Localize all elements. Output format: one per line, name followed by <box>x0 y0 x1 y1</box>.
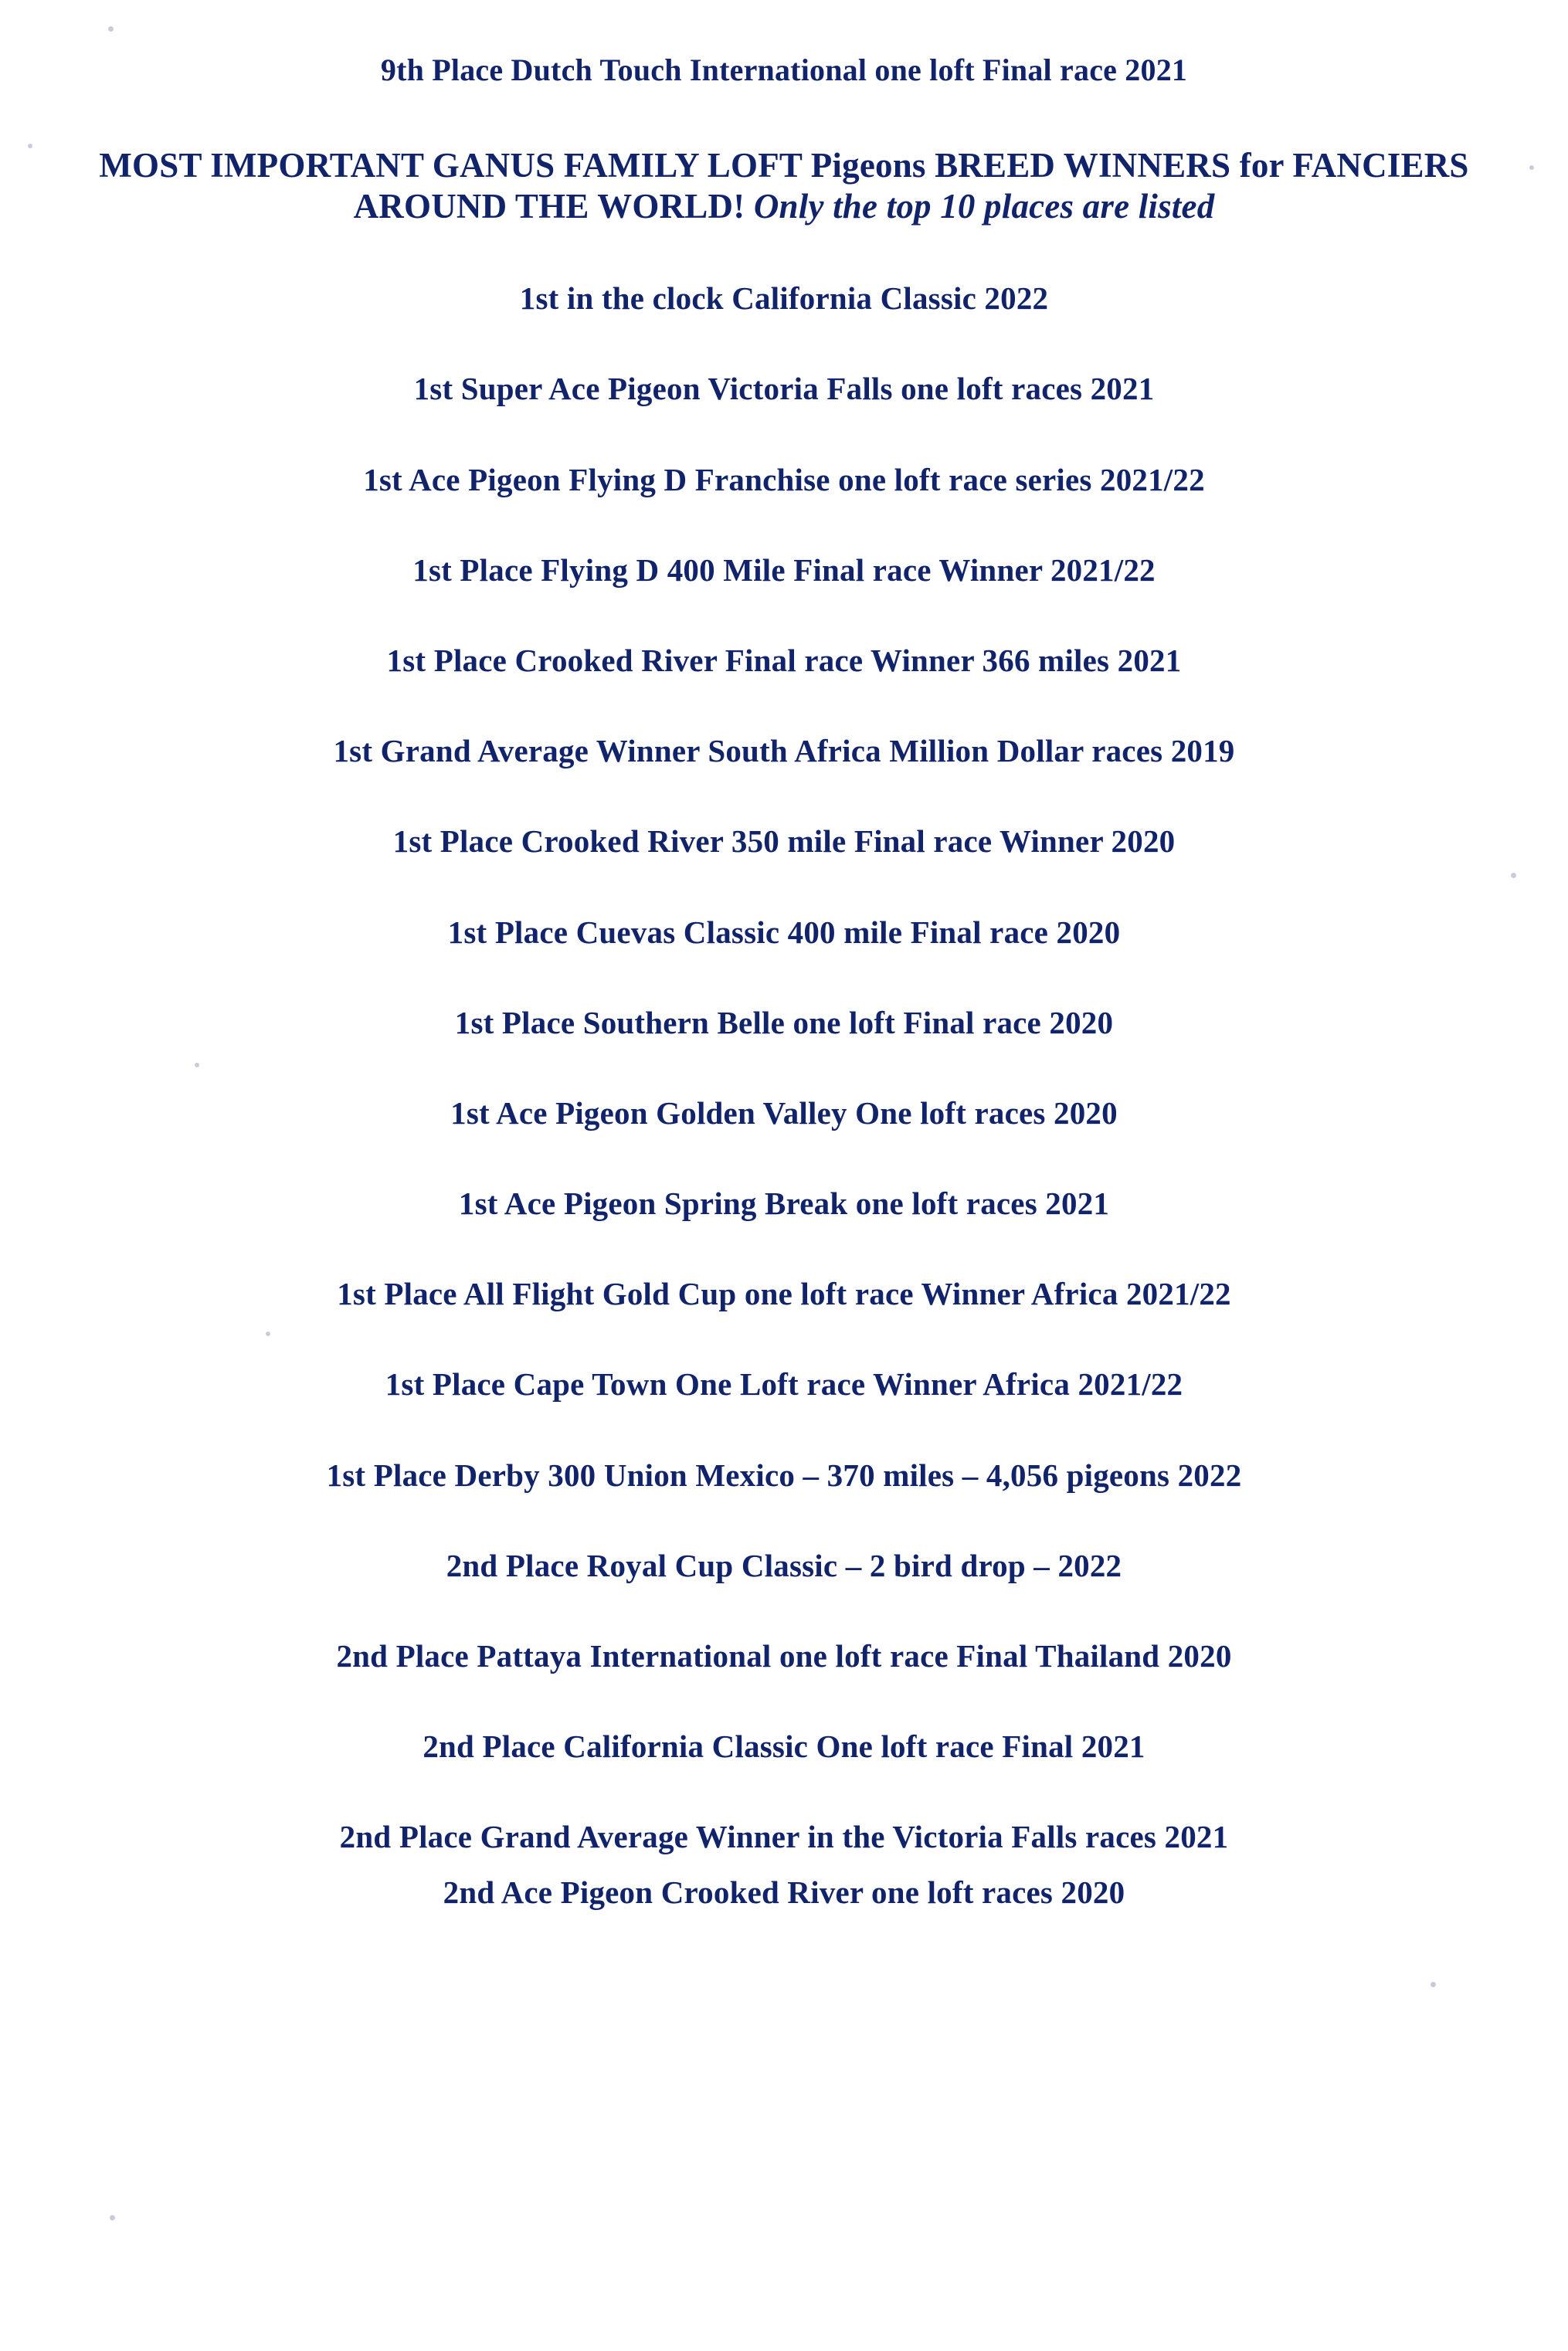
achievement-text: 1st Ace Pigeon Flying D Franchise one loft race series 2021/22 <box>363 461 1205 497</box>
achievement-row <box>31 551 1537 589</box>
achievement-text: 1st Place Southern Belle one loft Final race 2020 <box>454 1004 1114 1040</box>
achievement-row <box>31 461 1537 499</box>
achievement-row <box>31 1275 1537 1313</box>
scan-speck <box>1511 873 1516 878</box>
scan-speck <box>108 26 114 32</box>
subheadline-main: MOST IMPORTANT GANUS FAMILY LOFT Pigeons BREED WINNERS for FANCIERS AROUND THE WORLD! <box>99 146 1469 226</box>
achievement-row <box>31 1637 1537 1675</box>
achievement-row <box>31 1874 1537 1912</box>
achievement-row <box>31 732 1537 770</box>
scan-speck <box>1431 1982 1436 1987</box>
subheadline-note: Only the top 10 places are listed <box>753 187 1215 226</box>
achievement-row <box>31 914 1537 952</box>
achievement-row <box>31 1004 1537 1042</box>
achievement-text: 1st Ace Pigeon Golden Valley One loft races 2020 <box>450 1094 1118 1131</box>
achievement-text: 1st Place Crooked River 350 mile Final race Winner 2020 <box>392 823 1176 860</box>
achievement-text: 1st Place All Flight Gold Cup one loft race Winner Africa 2021/22 <box>337 1276 1231 1312</box>
achievement-row <box>31 1547 1537 1585</box>
scan-speck <box>28 144 32 148</box>
achievement-row <box>31 823 1537 860</box>
document-subheadline <box>31 145 1537 227</box>
achievement-text: 1st Ace Pigeon Spring Break one loft races 2021 <box>458 1186 1110 1222</box>
achievement-row <box>31 1728 1537 1766</box>
achievement-text: 2nd Place Pattaya International one loft race Final Thailand 2020 <box>336 1638 1232 1674</box>
achievement-list <box>31 280 1537 1912</box>
scan-speck <box>266 1332 270 1336</box>
achievement-text: 2nd Ace Pigeon Crooked River one loft races 2020 <box>443 1874 1125 1910</box>
achievement-text: 1st Place Crooked River Final race Winner 366 miles 2021 <box>386 642 1182 678</box>
achievement-text: 1st Place Flying D 400 Mile Final race Winner 2021/22 <box>412 551 1156 588</box>
scan-speck <box>110 2215 115 2220</box>
achievement-row <box>31 280 1537 317</box>
achievement-text: 2nd Place Royal Cup Classic – 2 bird drop – 2022 <box>446 1547 1122 1583</box>
achievement-row <box>31 1185 1537 1223</box>
achievement-row <box>31 642 1537 680</box>
achievement-row <box>31 1094 1537 1132</box>
achievement-text: 2nd Place California Classic One loft race Final 2021 <box>423 1728 1145 1765</box>
document-headline: 9th Place Dutch Touch International one loft Final race 2021 <box>380 53 1188 87</box>
achievement-text: 1st Place Cape Town One Loft race Winner Africa 2021/22 <box>385 1366 1183 1403</box>
scan-speck <box>1529 165 1534 170</box>
achievement-text: 1st in the clock California Classic 2022 <box>519 280 1049 317</box>
achievement-text: 2nd Place Grand Average Winner in the Victoria Falls races 2021 <box>339 1819 1229 1855</box>
achievement-row <box>31 1365 1537 1403</box>
achievement-text: 1st Place Cuevas Classic 400 mile Final race 2020 <box>447 914 1121 950</box>
achievement-text: 1st Place Derby 300 Union Mexico – 370 miles – 4,056 pigeons 2022 <box>326 1457 1242 1493</box>
achievement-row <box>31 1457 1537 1494</box>
achievement-text: 1st Grand Average Winner South Africa Million Dollar races 2019 <box>333 733 1235 769</box>
scan-speck <box>195 1063 199 1067</box>
achievement-row <box>31 1818 1537 1856</box>
achievement-row <box>31 370 1537 408</box>
achievement-text: 1st Super Ace Pigeon Victoria Falls one loft races 2021 <box>413 371 1155 407</box>
